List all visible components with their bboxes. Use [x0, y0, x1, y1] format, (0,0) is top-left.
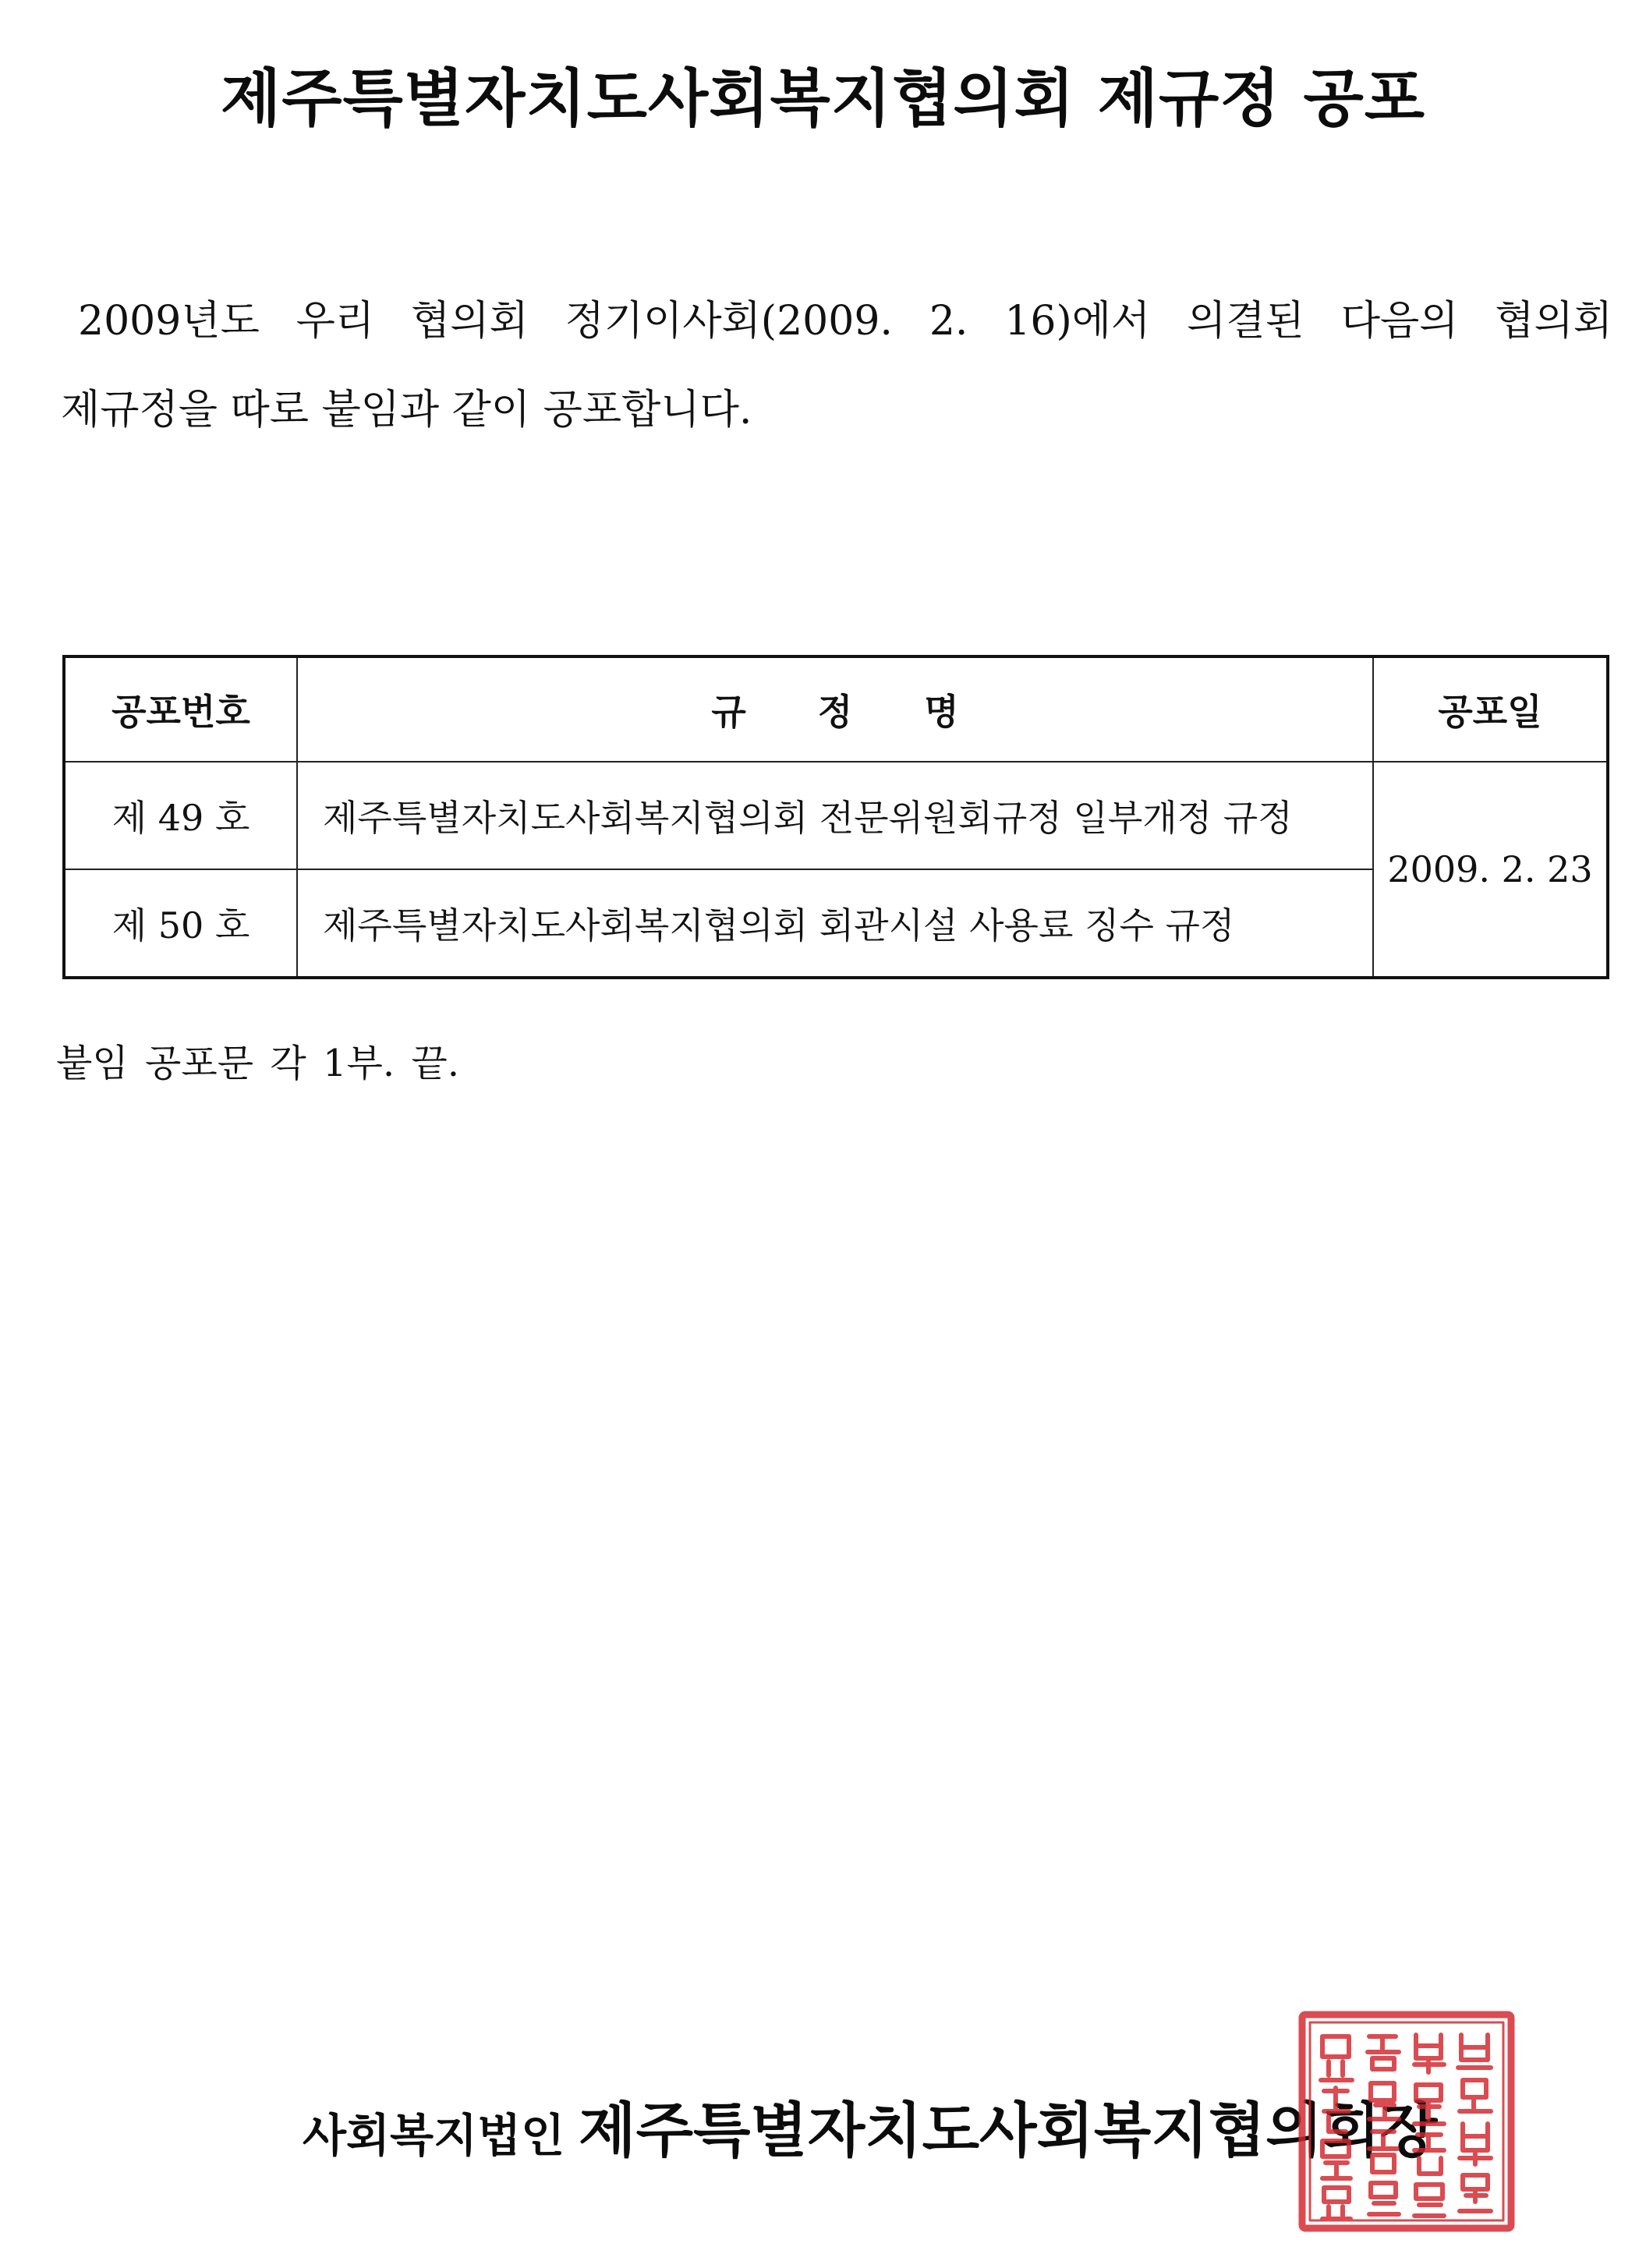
regulation-table [62, 655, 1609, 979]
official-seal-stamp [1297, 2010, 1516, 2233]
intro-line-1: 2009년도 우리 협의회 정기이사회(2009. 2. 16)에서 의결된 다음의 협의회 [78, 298, 1612, 345]
promulgation-date: 2009. 2. 23 [1373, 762, 1608, 978]
intro-line-2: 제규정을 따로 붙임과 같이 공포합니다. [61, 387, 752, 433]
row-regulation-name: 제주특별자치도사회복지협의회 전문위원회규정 일부개정 규정 [297, 762, 1373, 869]
header-number: 공포번호 [64, 656, 297, 762]
header-regulation-name: 규 정 명 [297, 656, 1373, 762]
header-date: 공포일 [1373, 656, 1608, 762]
document-title: 제주특별자치도사회복지협의회 제규정 공포 [220, 62, 1426, 135]
issuer-signature [303, 2083, 1437, 2168]
attachment-note: 붙임 공포문 각 1부. 끝. [56, 1042, 460, 1085]
row-number: 제 49 호 [64, 762, 297, 869]
table-row [64, 762, 1608, 869]
row-regulation-name: 제주특별자치도사회복지협의회 회관시설 사용료 징수 규정 [297, 869, 1373, 978]
row-number: 제 50 호 [64, 869, 297, 978]
intro-paragraph [61, 277, 1612, 455]
table-header-row [64, 656, 1608, 762]
issuer-name: 제주특별자치도사회복지협의회장 [579, 2096, 1438, 2165]
issuer-prefix: 사회복지법인 [303, 2109, 565, 2162]
